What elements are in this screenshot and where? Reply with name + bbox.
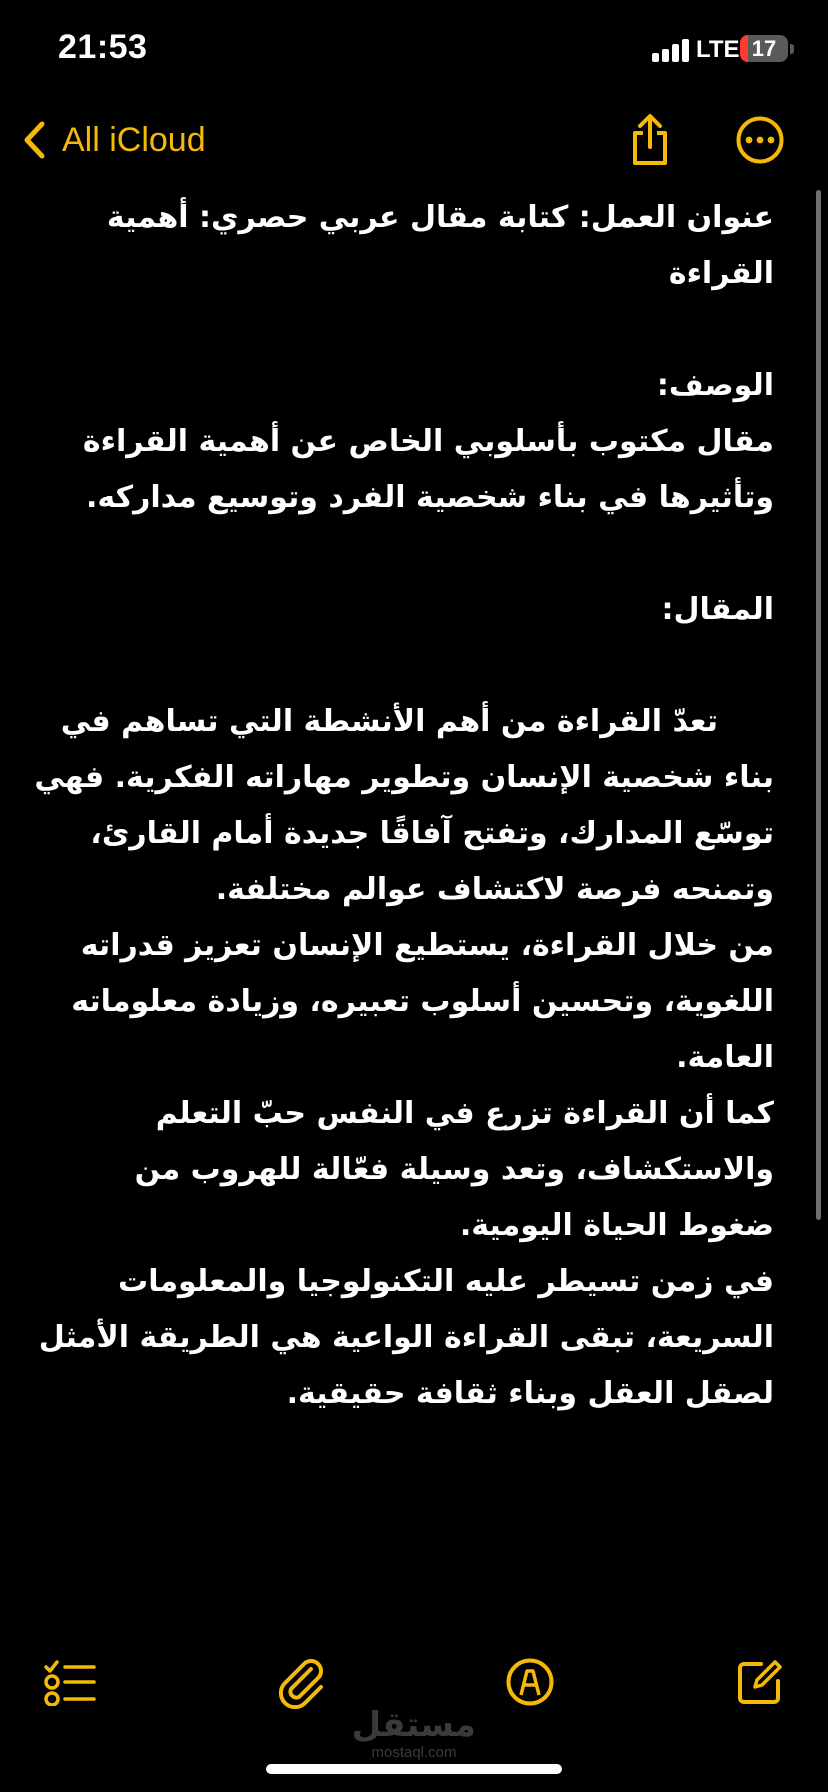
note-line: العامة. (676, 1040, 774, 1075)
scroll-indicator[interactable] (816, 190, 821, 1220)
share-icon (628, 113, 672, 167)
note-line: وتمنحه فرصة لاكتشاف عوالم مختلفة. (215, 872, 774, 907)
note-line (60, 302, 774, 358)
paperclip-icon (277, 1655, 327, 1709)
home-indicator[interactable] (266, 1764, 562, 1774)
note-line: والاستكشاف، وتعد وسيلة فعّالة للهروب من (134, 1152, 774, 1187)
checklist-button[interactable] (38, 1650, 102, 1714)
note-text-area[interactable] (34, 190, 774, 1422)
note-line: ضغوط الحياة اليومية. (459, 1208, 774, 1243)
note-line: القراءة (668, 256, 774, 291)
attachment-button[interactable] (270, 1650, 334, 1714)
back-button[interactable] (22, 112, 206, 168)
status-bar (0, 0, 828, 100)
note-line: المقال: (661, 592, 774, 627)
note-line: اللغوية، وتحسين أسلوب تعبيره، وزيادة معلوماته (71, 984, 774, 1019)
note-line: بناء شخصية الإنسان وتطوير مهاراته الفكرية. فهي (34, 760, 774, 795)
more-options-button[interactable] (728, 108, 792, 172)
note-line: تعدّ القراءة من أهم الأنشطة التي تساهم في (60, 704, 718, 739)
note-line: توسّع المدارك، وتفتح آفاقًا جديدة أمام القارئ، (90, 816, 774, 851)
compose-button[interactable] (728, 1650, 792, 1714)
note-line (60, 638, 774, 694)
ellipsis-circle-icon (735, 115, 785, 165)
note-line: وتأثيرها في بناء شخصية الفرد وتوسيع مداركه. (86, 480, 774, 515)
note-line (60, 526, 774, 582)
note-line: لصقل العقل وبناء ثقافة حقيقية. (286, 1376, 774, 1411)
checklist-icon (43, 1658, 97, 1706)
compose-icon (735, 1657, 785, 1707)
note-line: كما أن القراءة تزرع في النفس حبّ التعلم (155, 1096, 774, 1131)
markup-button[interactable] (498, 1650, 562, 1714)
status-time: 21:53 (58, 28, 148, 66)
note-line: في زمن تسيطر عليه التكنولوجيا والمعلومات (118, 1264, 774, 1299)
note-line: من خلال القراءة، يستطيع الإنسان تعزيز قدراته (80, 928, 774, 963)
note-line: الوصف: (656, 368, 774, 403)
watermark-latin: mostaql.com (371, 1744, 457, 1761)
battery-nub (790, 44, 794, 54)
markup-pen-icon (505, 1657, 555, 1707)
note-line: عنوان العمل: كتابة مقال عربي حصري: أهمية (106, 200, 774, 235)
chevron-left-icon (22, 120, 48, 160)
mostaql-watermark (352, 1706, 476, 1762)
note-line: مقال مكتوب بأسلوبي الخاص عن أهمية القراءة (82, 424, 774, 459)
back-button-label: All iCloud (62, 120, 206, 159)
battery-icon (740, 35, 788, 62)
note-line: السريعة، تبقى القراءة الواعية هي الطريقة الأمثل (38, 1320, 774, 1355)
watermark-arabic: مستقل (351, 1705, 476, 1745)
share-button[interactable] (618, 108, 682, 172)
cellular-signal-icon (652, 38, 696, 62)
network-type: LTE (696, 36, 740, 63)
battery-level: 17 (751, 36, 777, 61)
